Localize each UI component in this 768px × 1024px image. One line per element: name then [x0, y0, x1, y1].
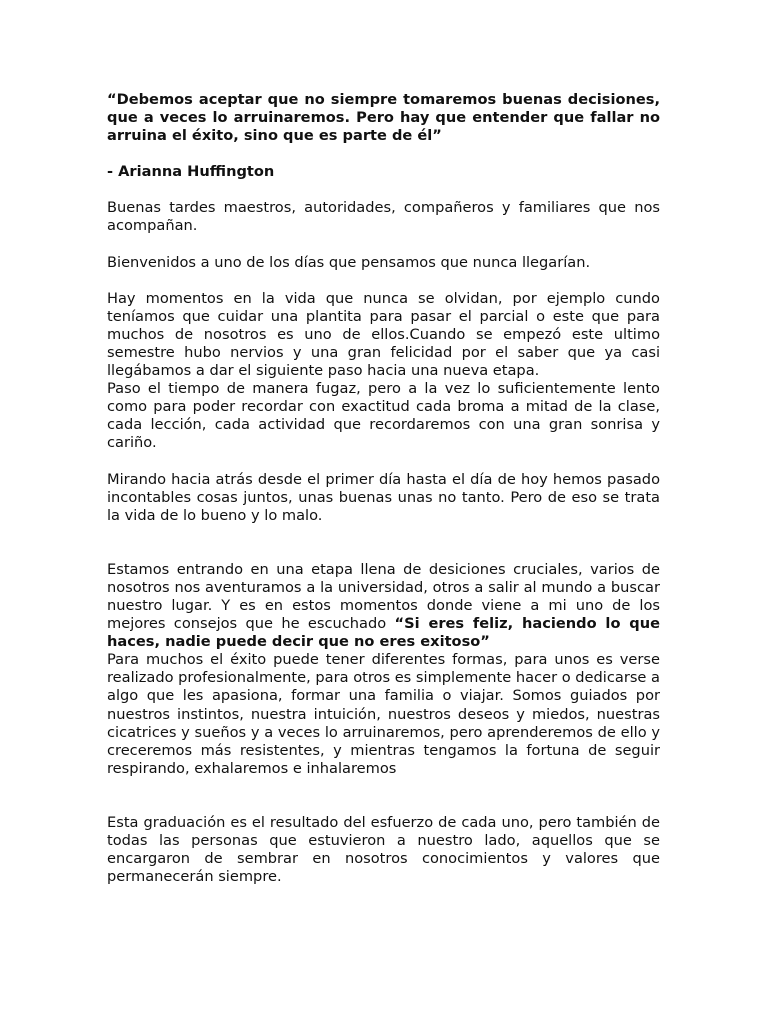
spacer [107, 778, 660, 814]
opening-quote: “Debemos aceptar que no siempre tomaremos buenas decisiones, que a veces lo arruinaremos. Pero hay que entender que fallar no arruina el éxito, sino que es parte de él” [107, 91, 660, 145]
graduation-paragraph: Esta graduación es el resultado del esfuerzo de cada uno, pero también de todas las personas que estuvieron a nuestro lado, aquellos que se encargaron de sembrar en nosotros conocimientos y valores que permanecerán siempre. [107, 813, 660, 886]
spacer [107, 145, 660, 163]
spacer [107, 453, 660, 471]
advice-quote: “Si eres feliz, haciendo lo que haces, nadie puede decir que no eres exitoso” [107, 615, 660, 651]
looking-back-paragraph: Mirando hacia atrás desde el primer día hasta el día de hoy hemos pasado incontables cosas juntos, unas buenas unas no tanto. Pero de eso se trata la vida de lo bueno y lo malo. [107, 470, 660, 524]
stage-intro-text: Estamos entrando en una etapa llena de desiciones cruciales, varios de nosotros nos aventuramos a la universidad, otros a salir al mundo a buscar nuestro lugar. Y es en estos momentos donde viene a mi uno de los mejores consejos que he escuchado [107, 560, 660, 633]
spacer [107, 236, 660, 254]
greeting-paragraph: Buenas tardes maestros, autoridades, compañeros y familiares que nos acompañan. [107, 199, 660, 235]
quote-author: - Arianna Huffington [107, 163, 275, 181]
document-page [107, 91, 660, 886]
spacer [107, 181, 660, 199]
welcome-paragraph: Bienvenidos a uno de los días que pensamos que nunca llegarían. [107, 253, 591, 271]
success-paragraph: Para muchos el éxito puede tener diferentes formas, para unos es verse realizado profesionalmente, para otros es simplemente hacer o dedicarse a algo que les apasiona, formar una familia o viajar. Somos guiados por nuestros instintos, nuestra intuición, nuestros deseos y miedos, nuestras cicatrices y sueños y a veces lo arruinaremos, pero aprenderemos de ello y creceremos más resistentes, y mientras tengamos la fortuna de seguir respirando, exhalaremos e inhalaremos [107, 651, 660, 777]
spacer [107, 272, 660, 290]
time-paragraph: Paso el tiempo de manera fugaz, pero a la vez lo suficientemente lento como para poder recordar con exactitud cada broma a mitad de la clase, cada lección, cada actividad que recordaremos con una gran sonrisa y cariño. [107, 380, 660, 452]
stage-paragraph [107, 561, 660, 651]
moments-paragraph: Hay momentos en la vida que nunca se olvidan, por ejemplo cundo teníamos que cuidar una plantita para pasar el parcial o este que para muchos de nosotros es uno de ellos.Cuando se empezó este ultimo semestre hubo nervios y una gran felicidad por el saber que ya casi llegábamos a dar el siguiente paso hacia una nueva etapa. [107, 289, 660, 380]
spacer [107, 525, 660, 561]
